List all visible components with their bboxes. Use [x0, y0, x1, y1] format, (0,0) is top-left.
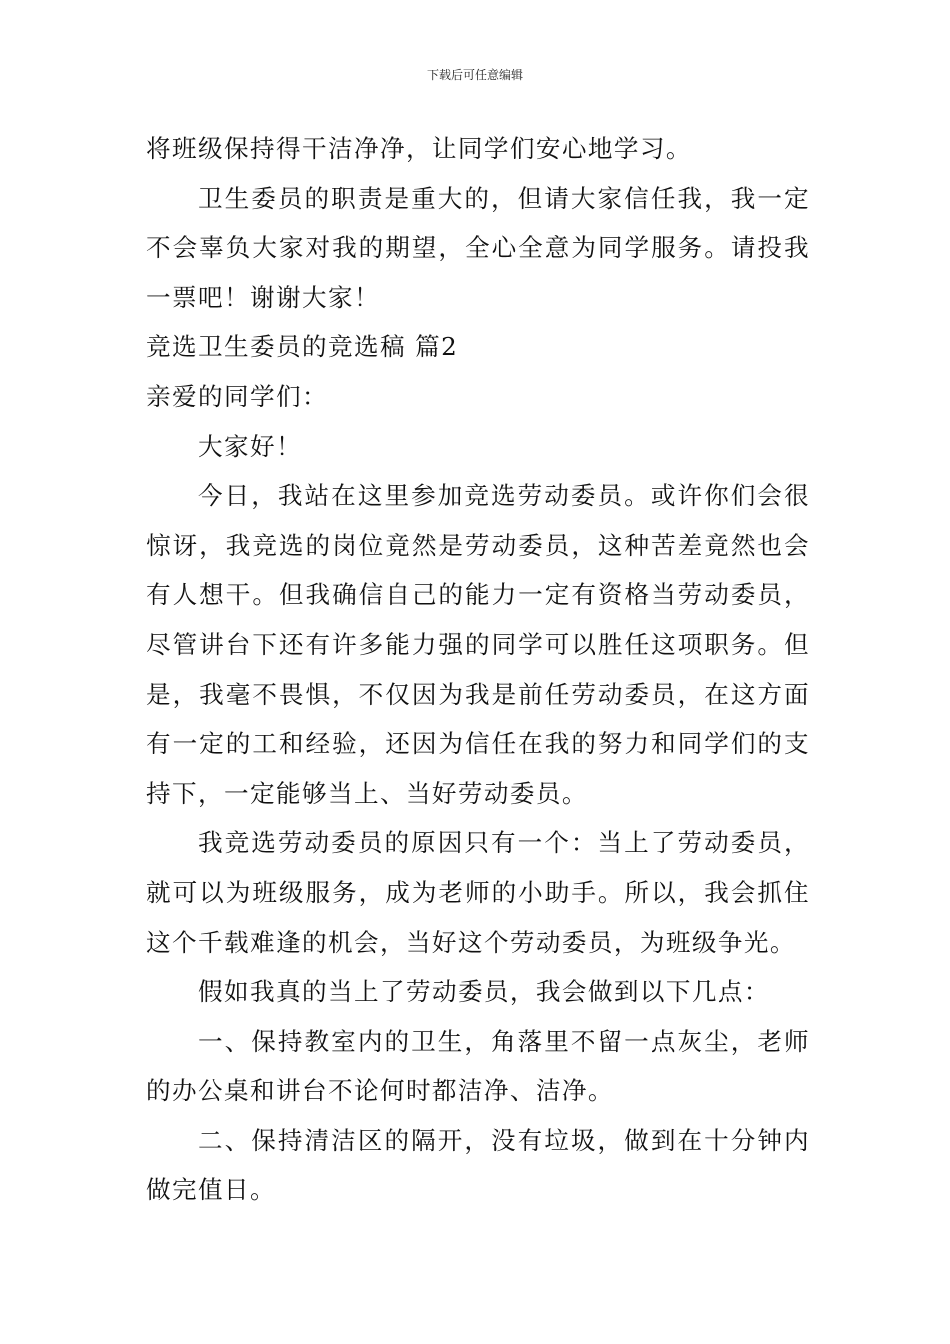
page-header-note: 下载后可任意编辑 — [426, 68, 523, 82]
paragraph-continuation: 将班级保持得干洁净净，让同学们安心地学习。 — [146, 134, 692, 163]
section-heading: 竞选卫生委员的竞选稿 篇2 — [146, 332, 459, 362]
paragraph-plan-item-1: 一、保持教室内的卫生，角落里不留一点灰尘，老师的办公桌和讲台不论何时都洁净、洁净。 — [146, 1026, 810, 1106]
salutation: 亲爱的同学们： — [146, 381, 328, 411]
paragraph-reason: 我竞选劳动委员的原因只有一个：当上了劳动委员，就可以为班级服务，成为老师的小助手。所以，我会抓住这个千载难逢的机会，当好这个劳动委员，为班级争光。 — [146, 828, 810, 957]
paragraph-closing: 卫生委员的职责是重大的，但请大家信任我，我一定不会辜负大家对我的期望，全心全意为同学服务。请投我一票吧！谢谢大家！ — [146, 183, 810, 312]
paragraph-plan-intro: 假如我真的当上了劳动委员，我会做到以下几点： — [198, 977, 770, 1007]
greeting: 大家好！ — [198, 431, 302, 461]
document-body — [146, 124, 810, 1215]
paragraph-intro: 今日，我站在这里参加竞选劳动委员。或许你们会很惊讶，我竞选的岗位竟然是劳动委员，这种苦差竟然也会有人想干。但我确信自己的能力一定有资格当劳动委员，尽管讲台下还有许多能力强的同学可以胜任这项职务。但是，我毫不畏惧，不仅因为我是前任劳动委员，在这方面有一定的工和经验，还因为信任在我的努力和同学们的支持下，一定能够当上、当好劳动委员。 — [146, 481, 810, 808]
paragraph-plan-item-2: 二、保持清洁区的隔开，没有垃圾，做到在十分钟内做完值日。 — [146, 1125, 810, 1205]
